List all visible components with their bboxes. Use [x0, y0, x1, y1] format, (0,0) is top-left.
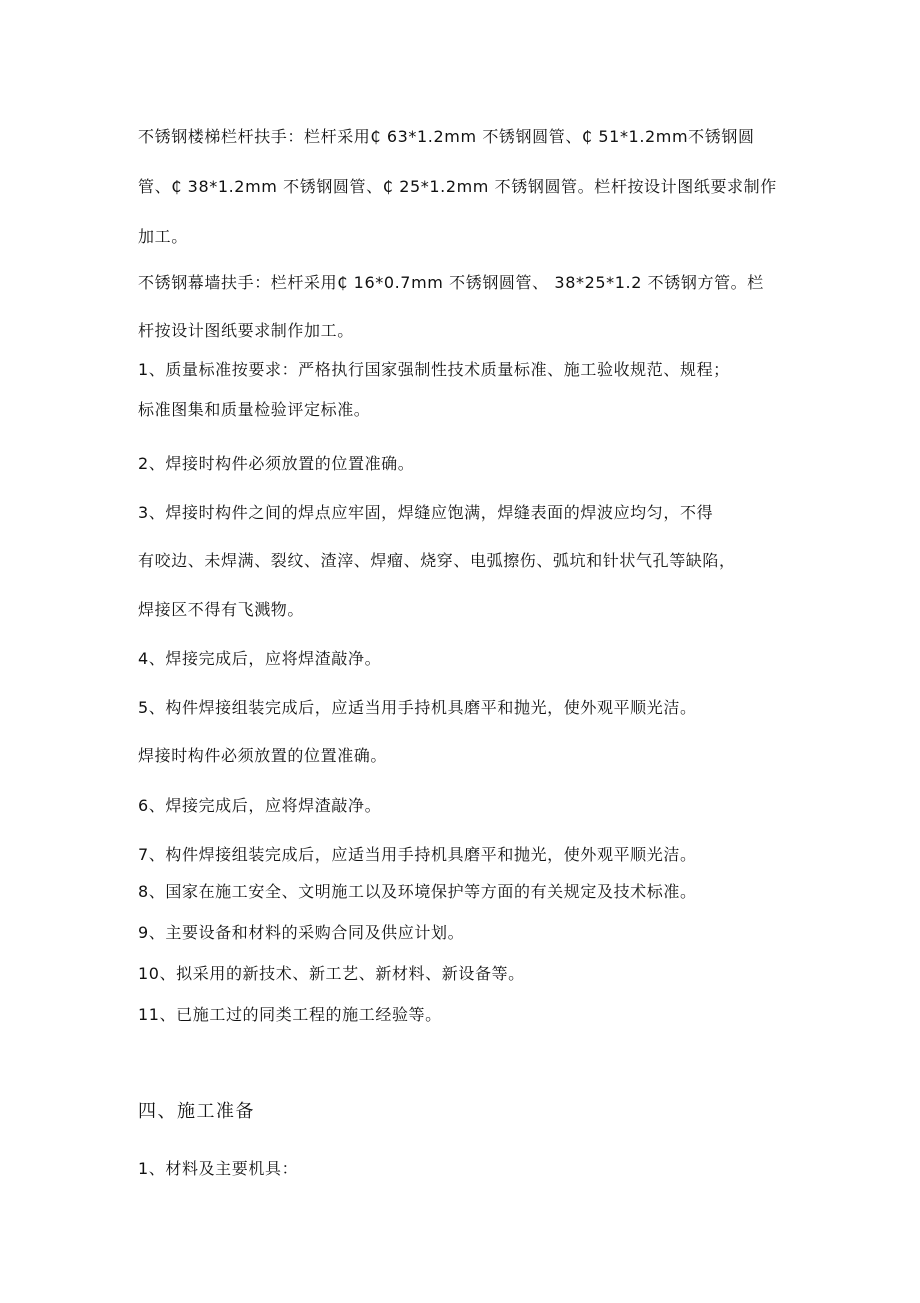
- list-item-8: 8、国家在施工安全、文明施工以及环境保护等方面的有关规定及技术标准。: [138, 882, 697, 901]
- list-item-9: 9、主要设备和材料的采购合同及供应计划。: [138, 923, 465, 942]
- list-item-3-line-2: 有咬边、未焊满、裂纹、渣滓、焊瘤、烧穿、电弧擦伤、弧坑和针状气孔等缺陷，: [138, 551, 736, 570]
- paragraph-line-curtain-handrail-2: 杆按设计图纸要求制作加工。: [138, 321, 354, 340]
- list-item-6: 6、焊接完成后，应将焊渣敲净。: [138, 796, 382, 815]
- list-item-2: 2、焊接时构件必须放置的位置准确。: [138, 454, 415, 473]
- paragraph-line-curtain-handrail-1: 不锈钢幕墙扶手：栏杆采用₵ 16*0.7mm 不锈钢圆管、 38*25*1.2 不锈钢方管。栏: [138, 273, 764, 292]
- list-item-1-line-2: 标准图集和质量检验评定标准。: [138, 400, 371, 419]
- list-item-4: 4、焊接完成后，应将焊渣敲净。: [138, 649, 382, 668]
- list-item-10: 10、拟采用的新技术、新工艺、新材料、新设备等。: [138, 964, 525, 983]
- paragraph-line-welding-position: 焊接时构件必须放置的位置准确。: [138, 746, 388, 765]
- paragraph-line-stair-handrail-2: 管、₵ 38*1.2mm 不锈钢圆管、₵ 25*1.2mm 不锈钢圆管。栏杆按设计图纸要求制作: [138, 177, 777, 196]
- list-item-7: 7、构件焊接组装完成后，应适当用手持机具磨平和抛光，使外观平顺光洁。: [138, 845, 697, 864]
- list-item-3-line-1: 3、焊接时构件之间的焊点应牢固，焊缝应饱满，焊缝表面的焊波应均匀，不得: [138, 503, 714, 522]
- paragraph-line-stair-handrail-1: 不锈钢楼梯栏杆扶手：栏杆采用₵ 63*1.2mm 不锈钢圆管、₵ 51*1.2mm不锈钢圆: [138, 127, 755, 146]
- list-item-5: 5、构件焊接组装完成后，应适当用手持机具磨平和抛光，使外观平顺光洁。: [138, 698, 697, 717]
- paragraph-line-stair-handrail-3: 加工。: [138, 227, 188, 246]
- list-item-1-line-1: 1、质量标准按要求：严格执行国家强制性技术质量标准、施工验收规范、规程；: [138, 360, 730, 379]
- subsection-heading: 1、材料及主要机具：: [138, 1159, 299, 1178]
- list-item-3-line-3: 焊接区不得有飞溅物。: [138, 600, 305, 619]
- list-item-11: 11、已施工过的同类工程的施工经验等。: [138, 1005, 442, 1024]
- section-heading: 四、施工准备: [138, 1101, 255, 1122]
